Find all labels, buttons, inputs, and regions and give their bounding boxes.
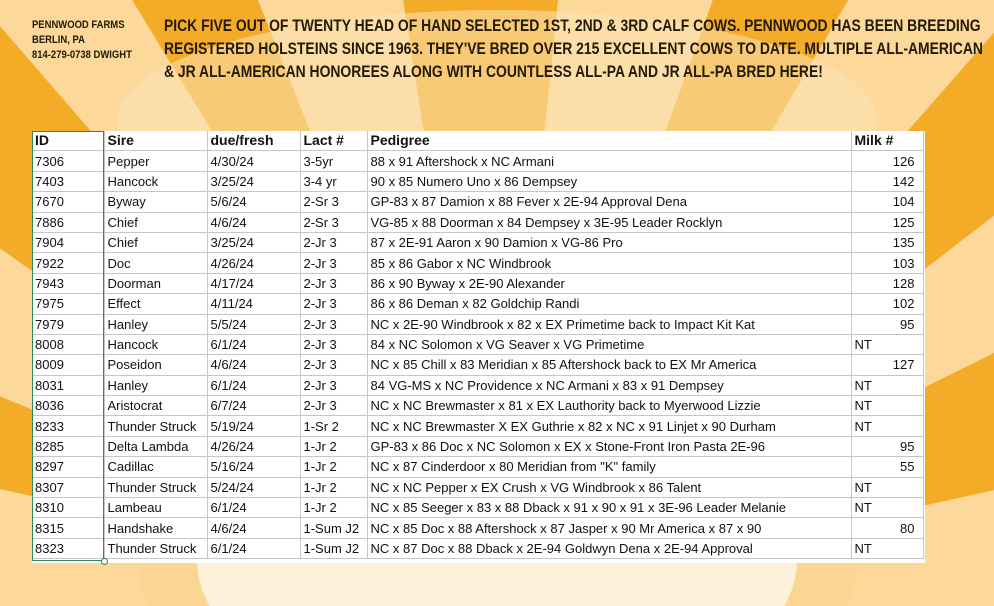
cell-due-fresh[interactable]: 6/7/24	[207, 396, 300, 416]
cell-sire[interactable]: Hanley	[104, 375, 207, 395]
cell-sire[interactable]: Aristocrat	[104, 396, 207, 416]
cell-milk[interactable]: 127	[851, 355, 923, 375]
cell-sire[interactable]: Pepper	[104, 151, 207, 171]
cell-id[interactable]: 8285	[32, 436, 104, 456]
table-row	[32, 253, 923, 273]
cell-due-fresh[interactable]: 4/6/24	[207, 212, 300, 232]
cell-lactation[interactable]: 2-Sr 3	[300, 192, 367, 212]
column-header-id[interactable]: ID	[32, 131, 104, 151]
cow-lineup-spreadsheet	[32, 131, 925, 563]
cell-pedigree[interactable]: 86 x 90 Byway x 2E-90 Alexander	[367, 273, 851, 293]
cell-pedigree[interactable]: NC x 87 Cinderdoor x 80 Meridian from "K" family	[367, 457, 851, 477]
cell-due-fresh[interactable]: 4/6/24	[207, 518, 300, 538]
cell-id[interactable]: 7975	[32, 294, 104, 314]
cell-due-fresh[interactable]: 4/6/24	[207, 355, 300, 375]
table-row	[32, 375, 923, 395]
cell-pedigree[interactable]: 85 x 86 Gabor x NC Windbrook	[367, 253, 851, 273]
cell-due-fresh[interactable]: 6/1/24	[207, 375, 300, 395]
cell-due-fresh[interactable]: 6/1/24	[207, 334, 300, 354]
cell-milk[interactable]: 95	[851, 436, 923, 456]
cell-pedigree[interactable]: VG-85 x 88 Doorman x 84 Dempsey x 3E-95 Leader Rocklyn	[367, 212, 851, 232]
cell-milk[interactable]: 125	[851, 212, 923, 232]
cell-pedigree[interactable]: 84 VG-MS x NC Providence x NC Armani x 83 x 91 Dempsey	[367, 375, 851, 395]
cell-sire[interactable]: Chief	[104, 232, 207, 252]
table-row	[32, 334, 923, 354]
cell-pedigree[interactable]: NC x NC Pepper x EX Crush x VG Windbrook x 86 Talent	[367, 477, 851, 497]
cell-sire[interactable]: Doorman	[104, 273, 207, 293]
cell-due-fresh[interactable]: 6/1/24	[207, 538, 300, 558]
cell-pedigree[interactable]: 88 x 91 Aftershock x NC Armani	[367, 151, 851, 171]
cell-lactation[interactable]: 3-4 yr	[300, 171, 367, 191]
farm-location: BERLIN, PA	[32, 34, 85, 46]
cell-id[interactable]: 8323	[32, 538, 104, 558]
cell-lactation[interactable]: 2-Jr 3	[300, 334, 367, 354]
cell-milk[interactable]: NT	[851, 416, 923, 436]
column-header-milk[interactable]: Milk #	[851, 131, 923, 151]
cell-sire[interactable]: Thunder Struck	[104, 538, 207, 558]
table-row	[32, 212, 923, 232]
cell-due-fresh[interactable]: 5/16/24	[207, 457, 300, 477]
cell-due-fresh[interactable]: 5/19/24	[207, 416, 300, 436]
cell-id[interactable]: 8297	[32, 457, 104, 477]
cell-lactation[interactable]: 2-Jr 3	[300, 273, 367, 293]
cell-id[interactable]: 8233	[32, 416, 104, 436]
farm-name: PENNWOOD FARMS	[32, 19, 125, 31]
cell-sire[interactable]: Thunder Struck	[104, 416, 207, 436]
cell-pedigree[interactable]: 84 x NC Solomon x VG Seaver x VG Primetime	[367, 334, 851, 354]
cell-lactation[interactable]: 1-Sr 2	[300, 416, 367, 436]
column-header-due-fresh[interactable]: due/fresh	[207, 131, 300, 151]
cell-id[interactable]: 7904	[32, 232, 104, 252]
cell-pedigree[interactable]: NC x 2E-90 Windbrook x 82 x EX Primetime back to Impact Kit Kat	[367, 314, 851, 334]
cell-lactation[interactable]: 2-Jr 3	[300, 375, 367, 395]
cell-id[interactable]: 8036	[32, 396, 104, 416]
cell-due-fresh[interactable]: 5/6/24	[207, 192, 300, 212]
cell-milk[interactable]: 128	[851, 273, 923, 293]
cell-milk[interactable]: 80	[851, 518, 923, 538]
cell-due-fresh[interactable]: 3/25/24	[207, 171, 300, 191]
cell-due-fresh[interactable]: 4/26/24	[207, 436, 300, 456]
cell-pedigree[interactable]: GP-83 x 86 Doc x NC Solomon x EX x Stone-Front Iron Pasta 2E-96	[367, 436, 851, 456]
cell-milk[interactable]: 55	[851, 457, 923, 477]
cell-lactation[interactable]: 1-Sum J2	[300, 518, 367, 538]
cell-id[interactable]: 7886	[32, 212, 104, 232]
table-row	[32, 314, 923, 334]
cell-milk[interactable]: 135	[851, 232, 923, 252]
cell-id[interactable]: 7979	[32, 314, 104, 334]
cell-sire[interactable]: Doc	[104, 253, 207, 273]
cell-sire[interactable]: Cadillac	[104, 457, 207, 477]
table-row	[32, 457, 923, 477]
cell-milk[interactable]: 102	[851, 294, 923, 314]
cell-id[interactable]: 8310	[32, 498, 104, 518]
table-row	[32, 396, 923, 416]
cell-lactation[interactable]: 1-Jr 2	[300, 498, 367, 518]
cell-milk[interactable]: 126	[851, 151, 923, 171]
column-header-pedigree[interactable]: Pedigree	[367, 131, 851, 151]
cell-milk[interactable]: 104	[851, 192, 923, 212]
cell-lactation[interactable]: 2-Jr 3	[300, 294, 367, 314]
cell-id[interactable]: 7306	[32, 151, 104, 171]
cell-due-fresh[interactable]: 5/24/24	[207, 477, 300, 497]
cell-due-fresh[interactable]: 5/5/24	[207, 314, 300, 334]
cell-sire[interactable]: Chief	[104, 212, 207, 232]
table-row	[32, 355, 923, 375]
cell-lactation[interactable]: 1-Jr 2	[300, 457, 367, 477]
cell-lactation[interactable]: 2-Jr 3	[300, 253, 367, 273]
cell-sire[interactable]: Hancock	[104, 171, 207, 191]
table-header-row	[32, 131, 923, 151]
column-header-lactation[interactable]: Lact #	[300, 131, 367, 151]
cell-pedigree[interactable]: NC x NC Brewmaster x 81 x EX Lauthority back to Myerwood Lizzie	[367, 396, 851, 416]
cell-id[interactable]: 8009	[32, 355, 104, 375]
cell-pedigree[interactable]: 86 x 86 Deman x 82 Goldchip Randi	[367, 294, 851, 314]
cell-pedigree[interactable]: 90 x 85 Numero Uno x 86 Dempsey	[367, 171, 851, 191]
cell-id[interactable]: 8315	[32, 518, 104, 538]
cell-milk[interactable]: NT	[851, 498, 923, 518]
cell-due-fresh[interactable]: 4/11/24	[207, 294, 300, 314]
cell-sire[interactable]: Hancock	[104, 334, 207, 354]
cell-sire[interactable]: Delta Lambda	[104, 436, 207, 456]
cell-sire[interactable]: Poseidon	[104, 355, 207, 375]
cell-due-fresh[interactable]: 3/25/24	[207, 232, 300, 252]
cell-id[interactable]: 8307	[32, 477, 104, 497]
table-row	[32, 294, 923, 314]
table-row	[32, 498, 923, 518]
cell-milk[interactable]: 95	[851, 314, 923, 334]
cell-pedigree[interactable]: NC x 85 Chill x 83 Meridian x 85 Aftershock back to EX Mr America	[367, 355, 851, 375]
farm-contact-block	[32, 18, 135, 63]
table-row	[32, 416, 923, 436]
cell-lactation[interactable]: 2-Jr 3	[300, 232, 367, 252]
farm-phone: 814-279-0738 DWIGHT	[32, 49, 132, 61]
cell-lactation[interactable]: 1-Jr 2	[300, 477, 367, 497]
table-row	[32, 477, 923, 497]
table-row	[32, 151, 923, 171]
cell-lactation[interactable]: 2-Jr 3	[300, 355, 367, 375]
cell-sire[interactable]: Lambeau	[104, 498, 207, 518]
cell-milk[interactable]: NT	[851, 375, 923, 395]
table-row	[32, 273, 923, 293]
cell-due-fresh[interactable]: 4/26/24	[207, 253, 300, 273]
cell-sire[interactable]: Hanley	[104, 314, 207, 334]
column-header-sire[interactable]: Sire	[104, 131, 207, 151]
cell-due-fresh[interactable]: 4/17/24	[207, 273, 300, 293]
cell-id[interactable]: 8031	[32, 375, 104, 395]
cell-due-fresh[interactable]: 4/30/24	[207, 151, 300, 171]
cell-lactation[interactable]: 2-Jr 3	[300, 314, 367, 334]
cell-lactation[interactable]: 2-Sr 3	[300, 212, 367, 232]
table-row	[32, 171, 923, 191]
cell-sire[interactable]: Thunder Struck	[104, 477, 207, 497]
table-row	[32, 192, 923, 212]
cell-pedigree[interactable]: NC x 87 Doc x 88 Dback x 2E-94 Goldwyn Dena x 2E-94 Approval	[367, 538, 851, 558]
sale-headline: PICK FIVE OUT OF TWENTY HEAD OF HAND SELECTED 1ST, 2ND & 3RD CALF COWS. PENNWOOD HAS BEEN BREEDING REGISTERED HOLSTEINS SINCE 1963. THEY'VE BRED OVER 215 EXCELLENT COWS TO DATE. MULTIPLE ALL-AMERICAN & JR ALL-AMERICAN HONOREES ALONG WITH COUNTLESS ALL-PA AND JR ALL-PA BRED HERE!	[164, 17, 983, 81]
cell-sire[interactable]: Effect	[104, 294, 207, 314]
cell-milk[interactable]: NT	[851, 334, 923, 354]
cell-milk[interactable]: NT	[851, 538, 923, 558]
cell-lactation[interactable]: 3-5yr	[300, 151, 367, 171]
cell-pedigree[interactable]: GP-83 x 87 Damion x 88 Fever x 2E-94 Approval Dena	[367, 192, 851, 212]
cell-pedigree[interactable]: NC x 85 Seeger x 83 x 88 Dback x 91 x 90 x 91 x 3E-96 Leader Melanie	[367, 498, 851, 518]
cell-id[interactable]: 7403	[32, 171, 104, 191]
cell-id[interactable]: 7670	[32, 192, 104, 212]
cow-lineup-table	[32, 131, 924, 559]
table-row	[32, 518, 923, 538]
table-row	[32, 436, 923, 456]
table-row	[32, 232, 923, 252]
cell-milk[interactable]: 103	[851, 253, 923, 273]
cell-lactation[interactable]: 1-Jr 2	[300, 436, 367, 456]
cell-milk[interactable]: NT	[851, 477, 923, 497]
cell-milk[interactable]: 142	[851, 171, 923, 191]
cell-sire[interactable]: Byway	[104, 192, 207, 212]
cell-lactation[interactable]: 1-Sum J2	[300, 538, 367, 558]
cell-id[interactable]: 8008	[32, 334, 104, 354]
cell-pedigree[interactable]: NC x 85 Doc x 88 Aftershock x 87 Jasper x 90 Mr America x 87 x 90	[367, 518, 851, 538]
selection-fill-handle[interactable]	[101, 558, 108, 565]
cell-milk[interactable]: NT	[851, 396, 923, 416]
cell-pedigree[interactable]: NC x NC Brewmaster X EX Guthrie x 82 x NC x 91 Linjet x 90 Durham	[367, 416, 851, 436]
table-row	[32, 538, 923, 558]
cell-pedigree[interactable]: 87 x 2E-91 Aaron x 90 Damion x VG-86 Pro	[367, 232, 851, 252]
cell-sire[interactable]: Handshake	[104, 518, 207, 538]
cell-lactation[interactable]: 2-Jr 3	[300, 396, 367, 416]
cell-due-fresh[interactable]: 6/1/24	[207, 498, 300, 518]
cell-id[interactable]: 7922	[32, 253, 104, 273]
cell-id[interactable]: 7943	[32, 273, 104, 293]
